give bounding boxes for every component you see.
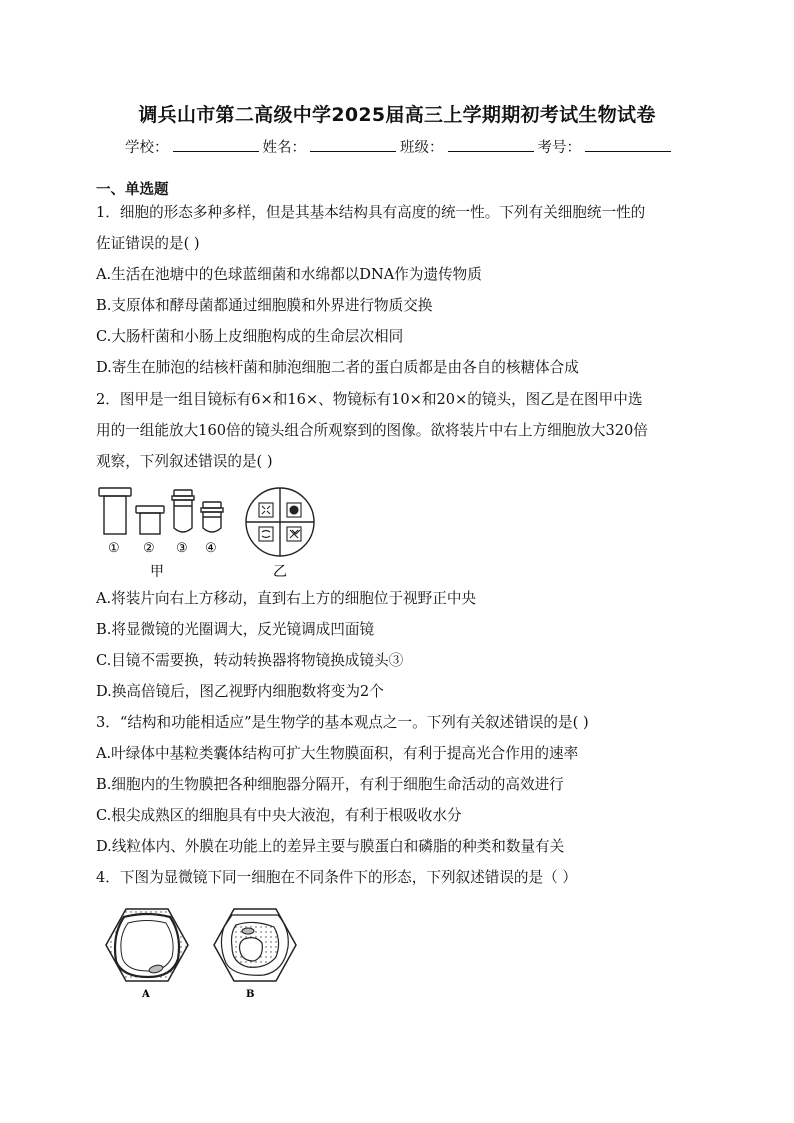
class-field[interactable] bbox=[448, 137, 534, 152]
q3-option-d: D.线粒体内、外膜在功能上的差异主要与膜蛋白和磷脂的种类和数量有关 bbox=[96, 838, 565, 855]
exam-number-field[interactable] bbox=[585, 137, 671, 152]
exam-number-label: 考号： bbox=[537, 140, 581, 156]
field-of-view bbox=[246, 488, 314, 556]
lens-number-4: ④ bbox=[205, 541, 217, 556]
class-label: 班级： bbox=[400, 140, 444, 156]
lens-number-3: ③ bbox=[176, 541, 188, 556]
q1-option-c: C.大肠杆菌和小肠上皮细胞构成的生命层次相同 bbox=[96, 328, 404, 345]
q2-option-d: D.换高倍镜后，图乙视野内细胞数将变为2个 bbox=[96, 683, 384, 700]
school-field[interactable] bbox=[173, 137, 259, 152]
lens-number-1: ① bbox=[108, 541, 120, 556]
q2-stem-line-2: 用的一组能放大160倍的镜头组合所观察到的图像。欲将装片中右上方细胞放大320倍 bbox=[96, 422, 648, 439]
q1-option-b: B.支原体和酵母菌都通过细胞膜和外界进行物质交换 bbox=[96, 297, 433, 314]
student-info-line bbox=[125, 136, 675, 157]
q1-option-a: A.生活在池塘中的色球蓝细菌和水绵都以DNA作为遗传物质 bbox=[96, 266, 482, 283]
q2-stem-line-3: 观察，下列叙述错误的是( ) bbox=[96, 453, 273, 470]
name-label: 姓名： bbox=[262, 140, 306, 156]
q3-stem-line-1: 3．“结构和功能相适应”是生物学的基本观点之一。下列有关叙述错误的是( ) bbox=[96, 714, 589, 731]
objective-lens-4 bbox=[201, 502, 223, 532]
cell-a bbox=[106, 909, 188, 981]
name-field[interactable] bbox=[310, 137, 396, 152]
objective-lens-3 bbox=[172, 490, 194, 532]
q2-option-b: B.将显微镜的光圈调大，反光镜调成凹面镜 bbox=[96, 621, 375, 638]
q3-option-c: C.根尖成熟区的细胞具有中央大液泡，有利于根吸收水分 bbox=[96, 807, 462, 824]
figure-label-b: B bbox=[246, 989, 255, 1000]
q2-option-c: C.目镜不需要换，转动转换器将物镜换成镜头③ bbox=[96, 652, 404, 669]
figure-label-jia: 甲 bbox=[150, 564, 164, 580]
q1-stem-line-2: 佐证错误的是( ) bbox=[96, 235, 200, 252]
q3-option-b: B.细胞内的生物膜把各种细胞器分隔开，有利于细胞生命活动的高效进行 bbox=[96, 776, 564, 793]
eyepiece-lens-2 bbox=[136, 506, 164, 534]
microscope-lens-figure bbox=[96, 484, 336, 584]
school-label: 学校： bbox=[125, 140, 169, 156]
q2-stem-line-1: 2．图甲是一组目镜标有6×和16×、物镜标有10×和20×的镜头，图乙是在图甲中选 bbox=[96, 391, 643, 408]
eyepiece-lens-1 bbox=[99, 488, 131, 534]
section-heading: 一、单选题 bbox=[96, 182, 169, 198]
page-title: 调兵山市第二高级中学2025届高三上学期期初考试生物试卷 bbox=[138, 104, 656, 126]
q1-option-d: D.寄生在肺泡的结核杆菌和肺泡细胞二者的蛋白质都是由各自的核糖体合成 bbox=[96, 359, 579, 376]
cell-b bbox=[214, 909, 296, 981]
figure-label-yi: 乙 bbox=[273, 564, 287, 580]
lens-number-2: ② bbox=[143, 541, 155, 556]
q1-stem-line-1: 1．细胞的形态多种多样，但是其基本结构具有高度的统一性。下列有关细胞统一性的 bbox=[96, 204, 646, 221]
q4-stem-line-1: 4．下图为显微镜下同一细胞在不同条件下的形态，下列叙述错误的是（ ） bbox=[96, 869, 577, 886]
figure-label-a: A bbox=[142, 989, 150, 1000]
plant-cell-figure bbox=[104, 905, 304, 1005]
q3-option-a: A.叶绿体中基粒类囊体结构可扩大生物膜面积，有利于提高光合作用的速率 bbox=[96, 745, 579, 762]
q2-option-a: A.将装片向右上方移动，直到右上方的细胞位于视野正中央 bbox=[96, 590, 477, 607]
